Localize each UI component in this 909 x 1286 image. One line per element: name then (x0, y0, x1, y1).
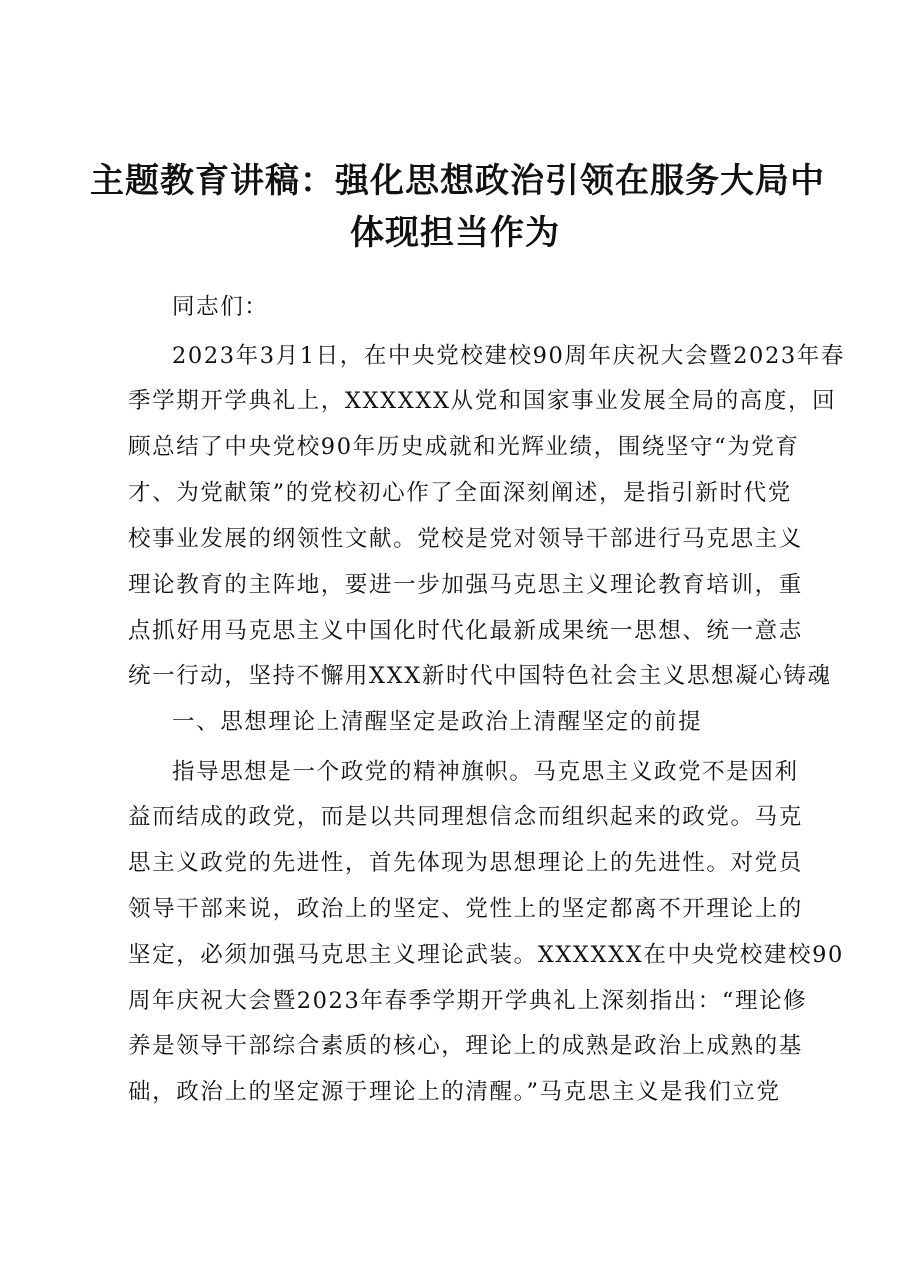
salutation: 同志们： (172, 294, 269, 320)
paragraph-line: 2023年3月1日，在中央党校建校90周年庆祝大会暨2023年春 (172, 343, 845, 369)
paragraph-line: 领导干部来说，政治上的坚定、党性上的坚定都离不开理论上的 (128, 896, 803, 922)
document-title-line-1: 主题教育讲稿：强化思想政治引领在服务大局中 (90, 161, 825, 201)
paragraph-line: 坚定，必须加强马克思主义理论武装。XXXXXX在中央党校建校90 (128, 942, 844, 968)
paragraph-line: 理论教育的主阵地，要进一步加强马克思主义理论教育培训，重 (128, 572, 803, 598)
paragraph-line: 统一行动，坚持不懈用XXX新时代中国特色社会主义思想凝心铸魂 (128, 663, 832, 689)
paragraph-line: 点抓好用马克思主义中国化时代化最新成果统一思想、统一意志 (128, 618, 803, 644)
paragraph-line: 顾总结了中央党校90年历史成就和光辉业绩，围绕坚守“为党育 (128, 434, 800, 460)
section-heading: 一、思想理论上清醒坚定是政治上清醒坚定的前提 (172, 709, 703, 735)
paragraph-line: 周年庆祝大会暨2023年春季学期开学典礼上深刻指出：“理论修 (128, 988, 808, 1014)
paragraph-line: 季学期开学典礼上，XXXXXX从党和国家事业发展全局的高度，回 (128, 388, 837, 414)
paragraph-line: 才、为党献策”的党校初心作了全面深刻阐述，是指引新时代党 (128, 480, 792, 506)
paragraph-line: 思主义政党的先进性，首先体现为思想理论上的先进性。对党员 (128, 850, 803, 876)
paragraph-line: 校事业发展的纲领性文献。党校是党对领导干部进行马克思主义 (128, 526, 803, 552)
paragraph-line: 养是领导干部综合素质的核心，理论上的成熟是政治上成熟的基 (128, 1033, 803, 1059)
paragraph-line: 础，政治上的坚定源于理论上的清醒。”马克思主义是我们立党 (128, 1079, 781, 1105)
document-title-line-2: 体现担当作为 (350, 213, 560, 253)
paragraph-line: 指导思想是一个政党的精神旗帜。马克思主义政党不是因利 (172, 759, 799, 785)
paragraph-line: 益而结成的政党，而是以共同理想信念而组织起来的政党。马克 (128, 804, 803, 830)
